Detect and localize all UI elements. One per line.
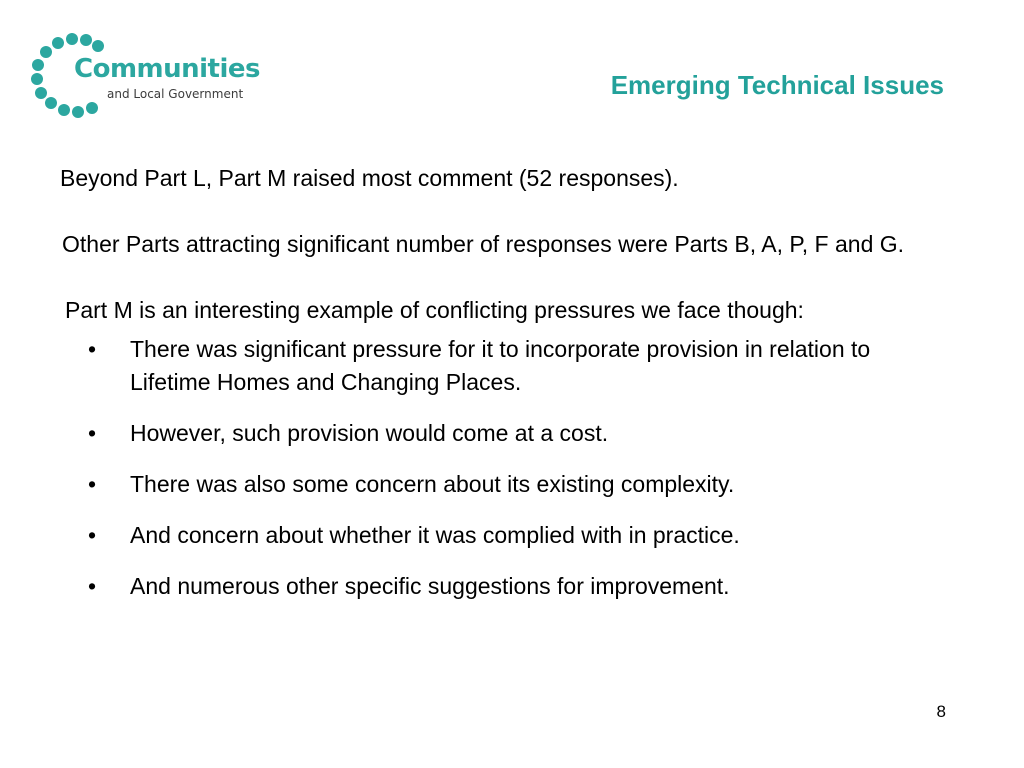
bullet-icon: • [88, 573, 97, 599]
bullet-icon: • [88, 420, 97, 446]
bullet-icon: • [88, 471, 97, 497]
list-item [60, 468, 920, 501]
bullet-text: However, such provision would come at a cost. [130, 420, 609, 446]
logo-subtitle: and Local Government [107, 87, 244, 101]
list-item [60, 570, 920, 603]
communities-logo [28, 30, 278, 120]
list-item [60, 417, 920, 450]
paragraph-part-m-example: Part M is an interesting example of conflicting pressures we face though: [65, 297, 804, 323]
bullet-list [60, 333, 960, 603]
bullet-text: And concern about whether it was complied with in practice. [130, 522, 740, 548]
list-item [60, 519, 920, 552]
slide-body [60, 162, 960, 621]
bullet-text: And numerous other specific suggestions for improvement. [130, 573, 730, 599]
page-number: 8 [936, 702, 946, 721]
slide-title: Emerging Technical Issues [610, 70, 944, 100]
logo-wordmark: Communities [74, 54, 261, 84]
paragraph-part-m-comment: Beyond Part L, Part M raised most comment (52 responses). [60, 165, 679, 191]
bullet-icon: • [88, 522, 97, 548]
paragraph-other-parts: Other Parts attracting significant number of responses were Parts B, A, P, F and G. [62, 231, 905, 257]
bullet-text: There was also some concern about its existing complexity. [130, 471, 735, 497]
bullet-text: There was significant pressure for it to incorporate provision in relation to Lifetime Homes and Changing Places. [130, 336, 871, 395]
bullet-icon: • [88, 336, 97, 362]
list-item [60, 333, 920, 399]
